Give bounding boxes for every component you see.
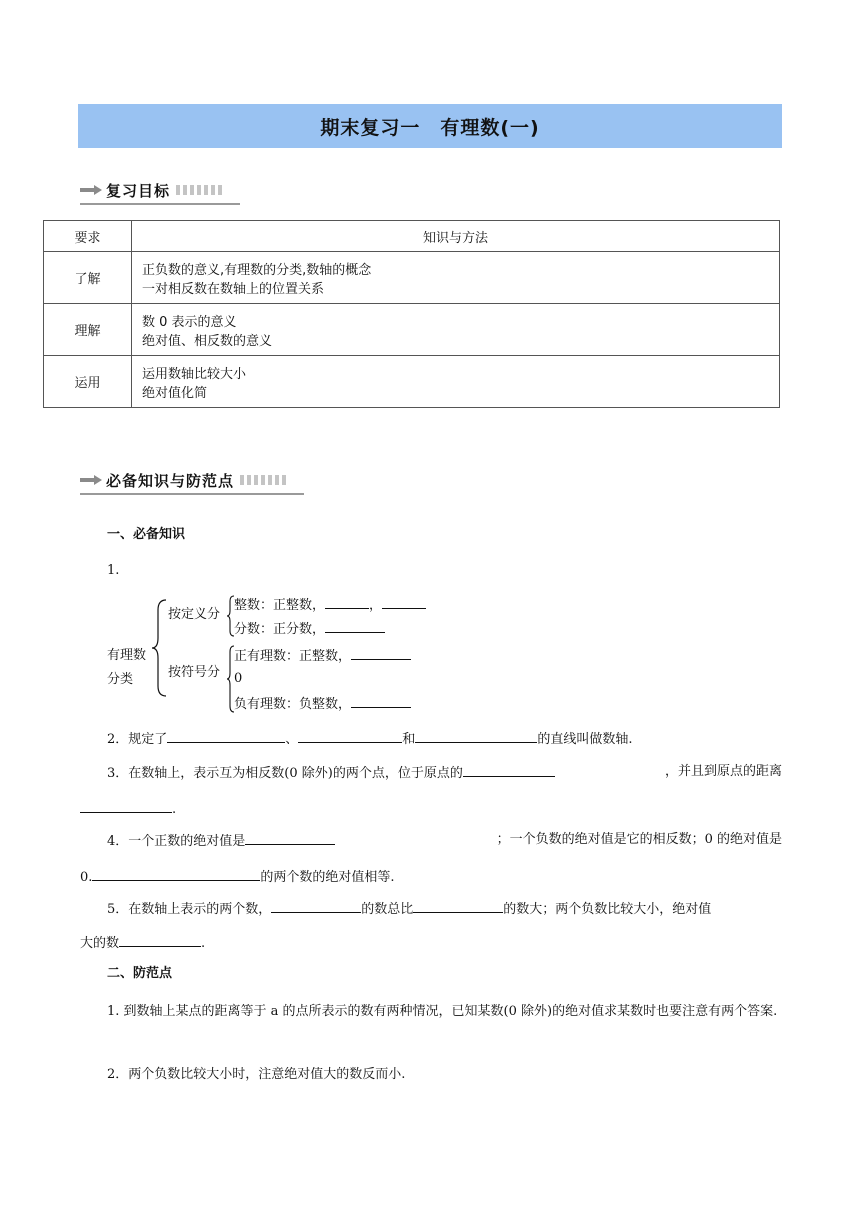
brace-main [150,598,170,698]
section-label: 复习目标 [106,181,171,200]
blank [298,728,402,743]
blank [325,594,369,609]
tree-root-line2: 分类 [107,672,134,687]
table-row [44,252,780,304]
part1-heading: 一、必备知识 [107,527,186,542]
caution-1: 1. 到数轴上某点的距离等于 a 的点所表示的数有两种情况，已知某数(0 除外)的绝对值求某数时也要注意有两个答案. [107,1004,778,1019]
blank [245,830,335,845]
content-line: 一对相反数在数轴上的位置关系 [142,281,325,297]
table-header-row [44,221,780,252]
item-3-line1: 3．在数轴上，表示互为相反数(0 除外)的两个点，位于原点的 ，并且到原点的距离 [107,764,782,781]
table-cell-content [132,304,780,356]
content-line: 绝对值化简 [142,385,208,401]
item-3-line2: . [80,798,782,820]
part2-heading: 二、防范点 [107,966,173,981]
tree-leaf-negative: 负有理数：负整数， [234,693,411,715]
dots-decoration [176,185,222,195]
item-3 [80,762,782,820]
page-title: 期末复习一 有理数(一) [320,116,540,139]
blank [119,932,201,947]
item-5 [80,898,782,954]
arrow-icon [80,475,102,485]
tree-leaf-zero: 0 [234,671,243,686]
content-line: 运用数轴比较大小 [142,366,247,382]
table-cell-level: 了解 [44,252,132,304]
item-5-line1: 5．在数轴上表示的两个数， 的数总比 的数大；两个负数比较大小，绝对值 [80,898,782,920]
table-row [44,356,780,408]
item1-number: 1. [107,563,120,578]
item-4 [80,830,782,888]
item-4-line1: 4．一个正数的绝对值是 ；一个负数的绝对值是它的相反数；0 的绝对值是 [107,832,782,849]
section-label: 必备知识与防范点 [106,471,235,490]
blank [325,618,385,633]
blank [351,693,411,708]
blank [80,798,172,813]
table-cell-level: 运用 [44,356,132,408]
content-line: 正负数的意义,有理数的分类,数轴的概念 [142,262,372,278]
blank [351,645,411,660]
section-header-knowledge [80,468,286,492]
tree-leaf-fraction: 分数：正分数， [234,618,385,640]
content-line: 数 0 表示的意义 [142,314,237,330]
dots-decoration [240,475,286,485]
blank [413,898,503,913]
content-line: 绝对值、相反数的意义 [142,333,273,349]
requirements-table [43,220,780,408]
blank [92,866,260,881]
title-banner [78,104,782,148]
table-header-cell: 要求 [44,221,132,252]
table-cell-content [132,356,780,408]
section-header-review-goals [80,178,222,202]
tree-leaf-integer: 整数：正整数， ， [234,594,426,616]
blank [415,728,537,743]
table-cell-level: 理解 [44,304,132,356]
table-row [44,304,780,356]
tree-leaf-positive: 正有理数：正整数， [234,645,411,667]
tree-root-line1: 有理数 [107,648,147,663]
blank [167,728,285,743]
caution-2: 2．两个负数比较大小时，注意绝对值大的数反而小. [107,1067,406,1082]
section-underline [80,203,240,205]
blank [271,898,361,913]
arrow-icon [80,185,102,195]
tree-branch-sign: 按符号分 [168,665,221,680]
item-2: 2．规定了 、 和 的直线叫做数轴. [80,728,782,750]
section-underline [80,493,304,495]
table-cell-content [132,252,780,304]
blank [463,762,555,777]
table-header-cell: 知识与方法 [132,221,780,252]
item-4-line2: 0. 的两个数的绝对值相等. [80,866,782,888]
tree-branch-definition: 按定义分 [168,607,221,622]
item-5-line2: 大的数 . [80,932,782,954]
blank [382,594,426,609]
